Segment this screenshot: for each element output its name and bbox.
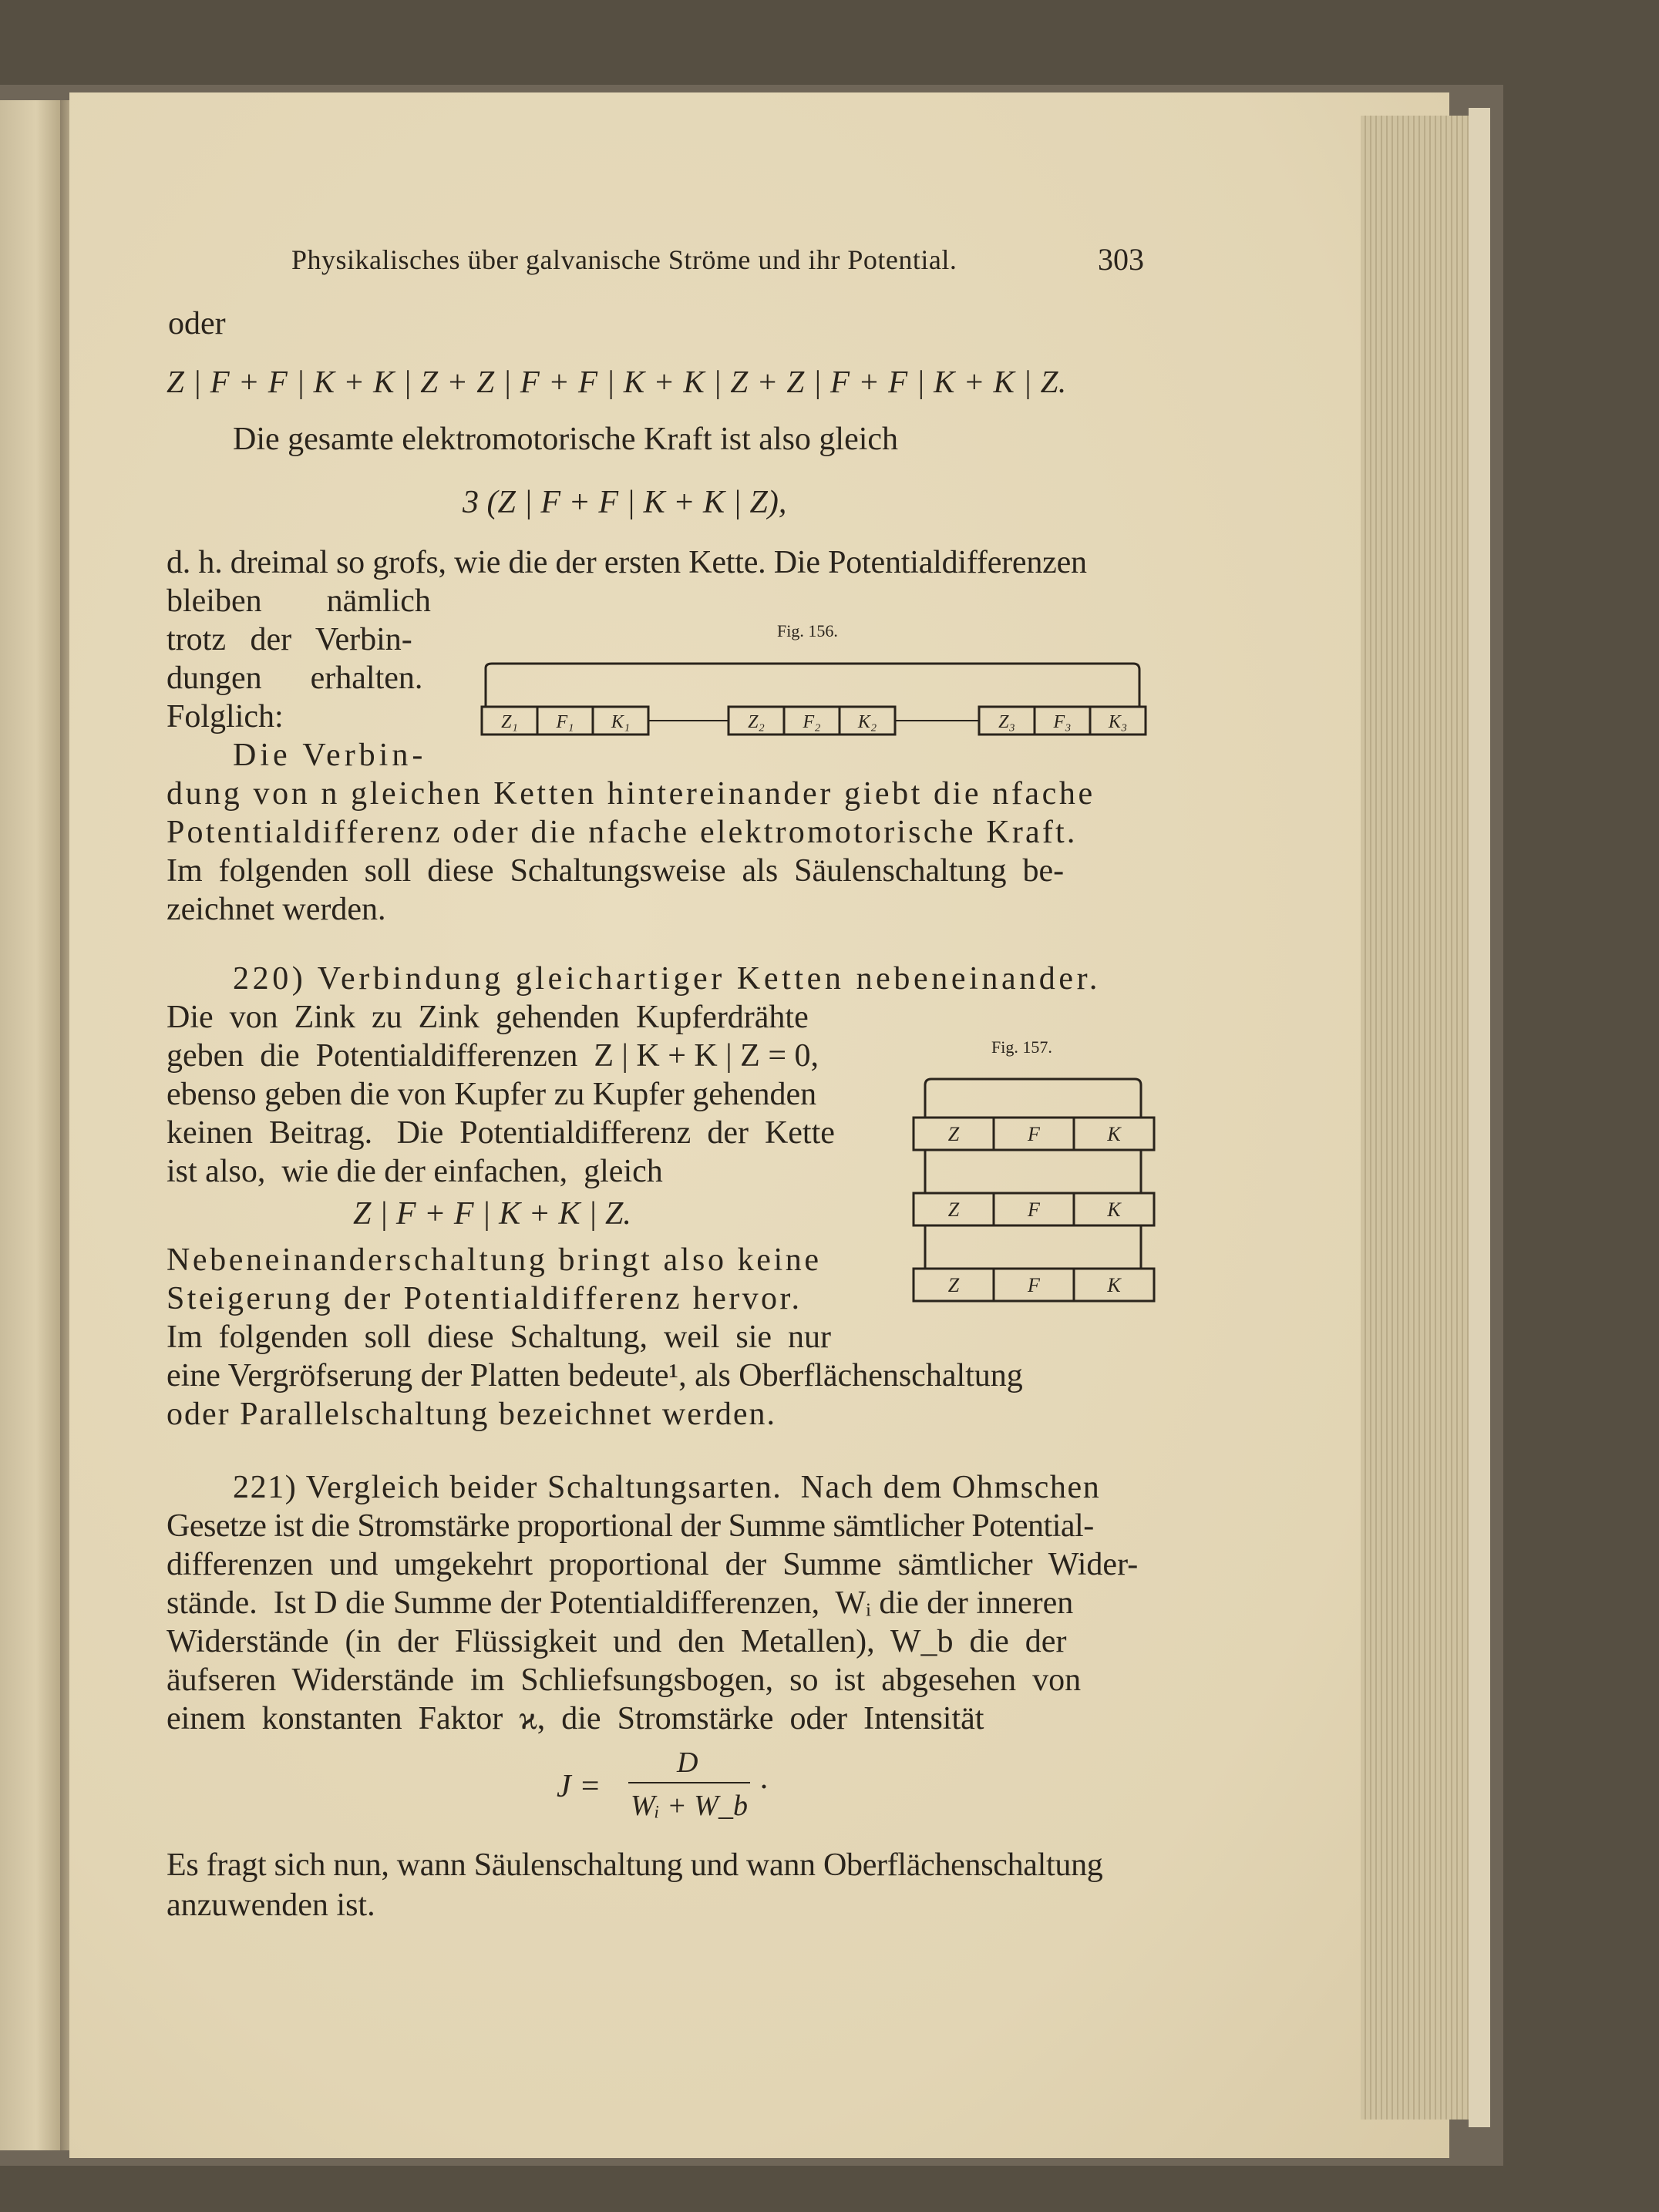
text-line: Gesetze ist die Stromstärke proportional der Summe sämtlicher Potential- bbox=[167, 1508, 1094, 1544]
text-line: Folglich: bbox=[167, 699, 284, 735]
fig157-cell: K bbox=[1107, 1198, 1121, 1221]
fig157-cell: Z bbox=[947, 1123, 960, 1145]
left-page-edge bbox=[0, 100, 60, 2150]
fig156-cell: K₂ bbox=[857, 712, 877, 732]
fig156-cell: Z₁ bbox=[501, 712, 518, 732]
text-line: anzuwenden ist. bbox=[167, 1888, 375, 1923]
text-line: stände. Ist D die Summe der Potentialdifferenzen, Wᵢ die der inneren bbox=[167, 1585, 1074, 1621]
fig156-cell: F₂ bbox=[803, 712, 821, 732]
formula-parallel: Z | F + F | K + K | Z. bbox=[353, 1196, 631, 1232]
formula-current-dot: · bbox=[759, 1770, 769, 1805]
text-line: Im folgenden soll diese Schaltungsweise als Säulenschaltung be- bbox=[167, 853, 1065, 889]
text-line: oder Parallelschaltung bezeichnet werden. bbox=[167, 1397, 777, 1432]
fig157-cell: Z bbox=[947, 1274, 960, 1296]
formula-current-lhs: J = bbox=[557, 1769, 601, 1804]
text-line: Im folgenden soll diese Schaltung, weil sie nur bbox=[167, 1319, 832, 1355]
text-line: bleiben nämlich bbox=[167, 583, 431, 619]
page-stack-edges bbox=[1361, 116, 1469, 2120]
back-board bbox=[1469, 108, 1490, 2127]
fig156-caption: Fig. 156. bbox=[777, 621, 838, 640]
page-number: 303 bbox=[1098, 242, 1144, 277]
text-line: dung von n gleichen Ketten hintereinander giebt die nfache bbox=[167, 776, 1095, 812]
fig156-cell: Z₂ bbox=[748, 712, 765, 732]
fig157-cell: K bbox=[1107, 1123, 1121, 1145]
formula-current-denominator: Wᵢ + W_b bbox=[631, 1790, 748, 1822]
fig157-diagram bbox=[910, 1071, 1164, 1310]
fraction-bar bbox=[628, 1782, 750, 1783]
running-title: Physikalisches über galvanische Ströme und ihr Potential. bbox=[291, 244, 957, 275]
text-line: d. h. dreimal so grofs, wie die der ersten Kette. Die Potentialdifferenzen bbox=[167, 545, 1087, 580]
text-oder: oder bbox=[168, 306, 226, 341]
formula-triple-emf: 3 (Z | F + F | K + K | Z), bbox=[463, 485, 787, 520]
text-line: äufseren Widerstände im Schliefsungsbogen, so ist abgesehen von bbox=[167, 1662, 1082, 1698]
fig156-cell: Z₃ bbox=[998, 712, 1015, 732]
section-220-heading: 220) Verbindung gleichartiger Ketten nebeneinander. bbox=[233, 961, 1102, 997]
fig156-cell: F₁ bbox=[556, 712, 574, 732]
text-line: Widerstände (in der Flüssigkeit und den Metallen), W_b die der bbox=[167, 1624, 1067, 1659]
fig156-cell: K₁ bbox=[611, 712, 631, 732]
text-line: Steigerung der Potentialdifferenz hervor. bbox=[167, 1281, 803, 1316]
text-line: Nebeneinanderschaltung bringt also keine bbox=[167, 1242, 822, 1278]
text-line: keinen Beitrag. Die Potentialdifferenz der Kette bbox=[167, 1115, 835, 1151]
fig157-cell: Z bbox=[947, 1198, 960, 1221]
section-221-heading: 221) Vergleich beider Schaltungsarten. Nach dem Ohmschen bbox=[233, 1470, 1101, 1505]
fig156-diagram bbox=[478, 659, 1156, 744]
formula-series-chain: Z | F + F | K + K | Z + Z | F + F | K + K | Z + Z | F + F | K + K | Z. bbox=[167, 364, 1067, 399]
text-line: differenzen und umgekehrt proportional der Summe sämtlicher Wider- bbox=[167, 1547, 1139, 1582]
text-line: Es fragt sich nun, wann Säulenschaltung und wann Oberflächenschaltung bbox=[167, 1847, 1103, 1883]
fig157-cell: K bbox=[1107, 1274, 1121, 1296]
fig157-cell: F bbox=[1028, 1274, 1040, 1296]
fig157-cell: F bbox=[1028, 1123, 1040, 1145]
text-line: eine Vergröfserung der Platten bedeute¹, als Oberflächenschaltung bbox=[167, 1358, 1023, 1393]
fig156-cell: K₃ bbox=[1108, 712, 1128, 732]
text-line: ebenso geben die von Kupfer zu Kupfer gehenden bbox=[167, 1077, 817, 1112]
text-line: zeichnet werden. bbox=[167, 892, 386, 927]
text-line: Die von Zink zu Zink gehenden Kupferdrähte bbox=[167, 1000, 809, 1035]
text-line: Potentialdifferenz oder die nfache elektromotorische Kraft. bbox=[167, 815, 1078, 850]
text-line: ist also, wie die der einfachen, gleich bbox=[167, 1154, 663, 1189]
text-line: dungen erhalten. bbox=[167, 661, 423, 696]
text-line: Die Verbin- bbox=[233, 738, 427, 773]
paragraph-total-emf: Die gesamte elektromotorische Kraft ist also gleich bbox=[233, 422, 899, 457]
text-line: geben die Potentialdifferenzen Z | K + K | Z = 0, bbox=[167, 1038, 819, 1074]
fig156-cell: F₃ bbox=[1053, 712, 1072, 732]
text-line: trotz der Verbin- bbox=[167, 622, 412, 657]
formula-current-numerator: D bbox=[677, 1746, 698, 1779]
fig157-caption: Fig. 157. bbox=[991, 1037, 1052, 1057]
text-line: einem konstanten Faktor ϰ, die Stromstärke oder Intensität bbox=[167, 1701, 984, 1736]
fig157-cell: F bbox=[1028, 1198, 1040, 1221]
